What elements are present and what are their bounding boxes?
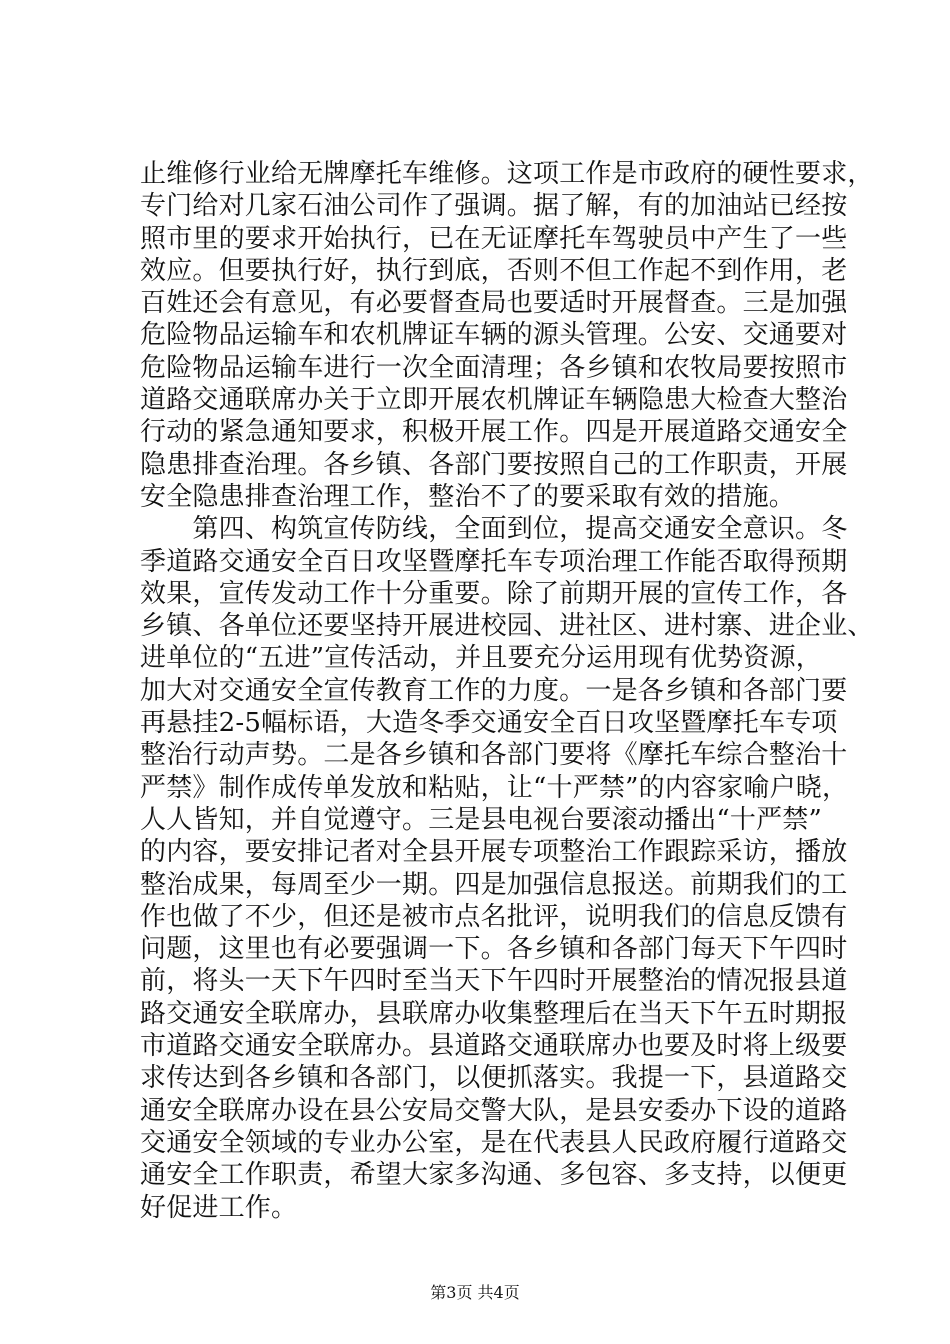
- text-line: 效应。但要执行好，执行到底，否则不但工作起不到作用，老: [140, 255, 848, 286]
- text-line: 行动的紧急通知要求，积极开展工作。四是开展道路交通安全: [140, 417, 848, 448]
- text-line: 通安全工作职责，希望大家多沟通、多包容、多支持，以便更: [140, 1160, 848, 1191]
- text-line: 整治成果，每周至少一期。四是加强信息报送。前期我们的工: [140, 869, 848, 900]
- text-line: 进单位的“五进”宣传活动，并且要充分运用现有优势资源，: [140, 643, 822, 674]
- document-body: [140, 158, 874, 1224]
- text-line: 照市里的要求开始执行，已在无证摩托车驾驶员中产生了一些: [140, 223, 848, 254]
- text-line: 严禁》制作成传单发放和粘贴，让“十严禁”的内容家喻户晓，: [140, 772, 849, 803]
- text-line: 隐患排查治理。各乡镇、各部门要按照自己的工作职责，开展: [140, 449, 848, 480]
- text-line: 止维修行业给无牌摩托车维修。这项工作是市政府的硬性要求，: [140, 159, 874, 189]
- text-line: 路交通安全联席办，县联席办收集整理后在当天下午五时期报: [140, 998, 848, 1029]
- text-line: 人人皆知，并自觉遵守。三是县电视台要滚动播出“十严禁”: [140, 804, 822, 835]
- text-line: 前，将头一天下午四时至当天下午四时开展整治的情况报县道: [140, 966, 848, 997]
- text-line: 道路交通联席办关于立即开展农机牌证车辆隐患大检查大整治: [140, 385, 848, 416]
- text-line: 通安全联席办设在县公安局交警大队，是县安委办下设的道路: [140, 1095, 848, 1126]
- text-line: 的内容，要安排记者对全县开展专项整治工作跟踪采访，播放: [140, 837, 848, 868]
- text-line: 好促进工作。: [140, 1192, 298, 1223]
- text-line: 专门给对几家石油公司作了强调。据了解，有的加油站已经按: [140, 191, 848, 222]
- page-number-footer: 第3页 共4页: [430, 1283, 520, 1302]
- text-line: 市道路交通安全联席办。县道路交通联席办也要及时将上级要: [140, 1031, 848, 1062]
- text-line: 再悬挂2-5幅标语，大造冬季交通安全百日攻坚暨摩托车专项: [140, 708, 838, 739]
- text-line: 危险物品运输车进行一次全面清理；各乡镇和农牧局要按照市: [140, 352, 848, 383]
- text-line: 问题，这里也有必要强调一下。各乡镇和各部门每天下午四时: [140, 934, 848, 965]
- text-line: 安全隐患排查治理工作，整治不了的要采取有效的措施。: [140, 481, 796, 512]
- text-line: 乡镇、各单位还要坚持开展进校园、进社区、进村寨、进企业、: [140, 611, 874, 642]
- text-line: 危险物品运输车和农机牌证车辆的源头管理。公安、交通要对: [140, 320, 848, 351]
- text-line: 第四、构筑宣传防线，全面到位，提高交通安全意识。冬: [140, 514, 848, 545]
- text-line: 整治行动声势。二是各乡镇和各部门要将《摩托车综合整治十: [140, 740, 848, 771]
- text-line: 作也做了不少，但还是被市点名批评，说明我们的信息反馈有: [140, 901, 848, 932]
- text-line: 求传达到各乡镇和各部门，以便抓落实。我提一下，县道路交: [140, 1063, 848, 1094]
- text-line: 季道路交通安全百日攻坚暨摩托车专项治理工作能否取得预期: [140, 546, 848, 577]
- text-line: 加大对交通安全宣传教育工作的力度。一是各乡镇和各部门要: [140, 675, 848, 706]
- text-line: 百姓还会有意见，有必要督查局也要适时开展督查。三是加强: [140, 288, 848, 319]
- text-line: 效果，宣传发动工作十分重要。除了前期开展的宣传工作，各: [140, 578, 848, 609]
- text-line: 交通安全领域的专业办公室，是在代表县人民政府履行道路交: [140, 1127, 848, 1158]
